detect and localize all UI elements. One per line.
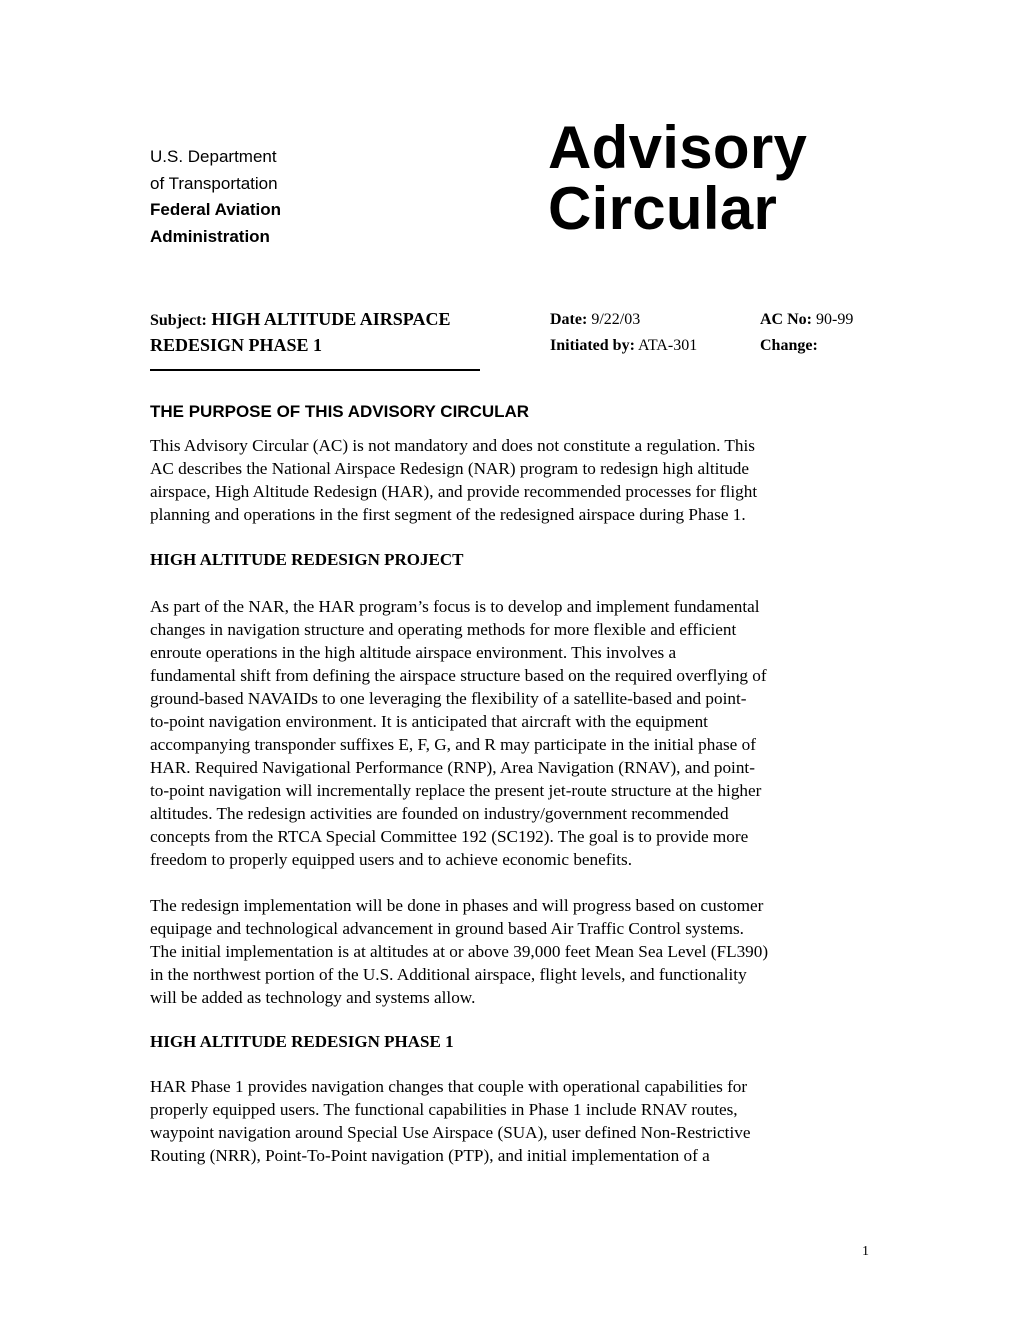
text-line: altitudes. The redesign activities are founded on industry/government recommended: [150, 804, 729, 823]
text-line: As part of the NAR, the HAR program’s focus is to develop and implement fundamental: [150, 597, 760, 616]
agency-block: [150, 144, 281, 250]
document-title: [548, 114, 808, 242]
change-label: Change:: [760, 337, 818, 354]
text-line: accompanying transponder suffixes E, F, G, and R may participate in the initial phase of: [150, 735, 756, 754]
text-line: properly equipped users. The functional capabilities in Phase 1 include RNAV routes,: [150, 1100, 738, 1119]
project-paragraph-1: [150, 595, 880, 871]
date-label: Date:: [550, 311, 588, 328]
text-line: to-point navigation will incrementally replace the present jet-route structure at the higher: [150, 781, 762, 800]
date-block: [550, 307, 697, 359]
agency-line: Administration: [150, 226, 270, 246]
acno-label: AC No:: [760, 311, 812, 328]
text-line: This Advisory Circular (AC) is not mandatory and does not constitute a regulation. This: [150, 436, 755, 455]
subject-rule: [150, 369, 480, 371]
text-line: planning and operations in the first segment of the redesigned airspace during Phase 1.: [150, 505, 746, 524]
subject-label: Subject:: [150, 312, 207, 329]
text-line: The redesign implementation will be done in phases and will progress based on customer: [150, 896, 764, 915]
date-value: 9/22/03: [591, 311, 641, 328]
title-line: Advisory: [548, 114, 808, 181]
text-line: enroute operations in the high altitude airspace environment. This involves a: [150, 643, 677, 662]
subject-block: [150, 307, 495, 358]
text-line: AC describes the National Airspace Redesign (NAR) program to redesign high altitude: [150, 459, 750, 478]
text-line: HAR. Required Navigational Performance (RNP), Area Navigation (RNAV), and point-: [150, 758, 755, 777]
agency-line: Federal Aviation: [150, 200, 281, 219]
title-line: Circular: [548, 175, 778, 242]
text-line: ground-based NAVAIDs to one leveraging the flexibility of a satellite-based and point-: [150, 689, 747, 708]
purpose-paragraph: [150, 434, 880, 526]
initiated-label: Initiated by:: [550, 337, 635, 354]
page-number: 1: [862, 1244, 869, 1259]
initiated-value: ATA-301: [638, 337, 698, 354]
dept-line: U.S. Department: [150, 147, 277, 166]
subject-line: REDESIGN PHASE 1: [150, 335, 323, 355]
text-line: Routing (NRR), Point-To-Point navigation (PTP), and initial implementation of a: [150, 1146, 710, 1165]
text-line: HAR Phase 1 provides navigation changes that couple with operational capabilities for: [150, 1077, 748, 1096]
acno-value: 90-99: [816, 311, 854, 328]
text-line: waypoint navigation around Special Use Airspace (SUA), user defined Non-Restrictive: [150, 1123, 751, 1142]
text-line: changes in navigation structure and operating methods for more flexible and efficient: [150, 620, 737, 639]
text-line: freedom to properly equipped users and to achieve economic benefits.: [150, 850, 633, 869]
phase1-heading: HIGH ALTITUDE REDESIGN PHASE 1: [150, 1032, 454, 1051]
text-line: fundamental shift from defining the airspace structure based on the required overflying of: [150, 666, 767, 685]
dept-line: of Transportation: [150, 173, 278, 193]
project-heading: HIGH ALTITUDE REDESIGN PROJECT: [150, 550, 464, 569]
text-line: in the northwest portion of the U.S. Additional airspace, flight levels, and functionality: [150, 965, 747, 984]
purpose-heading: THE PURPOSE OF THIS ADVISORY CIRCULAR: [150, 402, 530, 421]
text-line: The initial implementation is at altitudes at or above 39,000 feet Mean Sea Level (FL390): [150, 942, 769, 961]
phase1-paragraph: [150, 1075, 880, 1167]
subject-line: HIGH ALTITUDE AIRSPACE: [211, 309, 451, 329]
acno-block: [760, 307, 853, 359]
text-line: will be added as technology and systems allow.: [150, 988, 476, 1007]
text-line: concepts from the RTCA Special Committee 192 (SC192). The goal is to provide more: [150, 827, 749, 846]
project-paragraph-2: [150, 894, 880, 1009]
text-line: equipage and technological advancement in ground based Air Traffic Control systems.: [150, 919, 744, 938]
text-line: to-point navigation environment. It is anticipated that aircraft with the equipment: [150, 712, 708, 731]
text-line: airspace, High Altitude Redesign (HAR), and provide recommended processes for flight: [150, 482, 758, 501]
